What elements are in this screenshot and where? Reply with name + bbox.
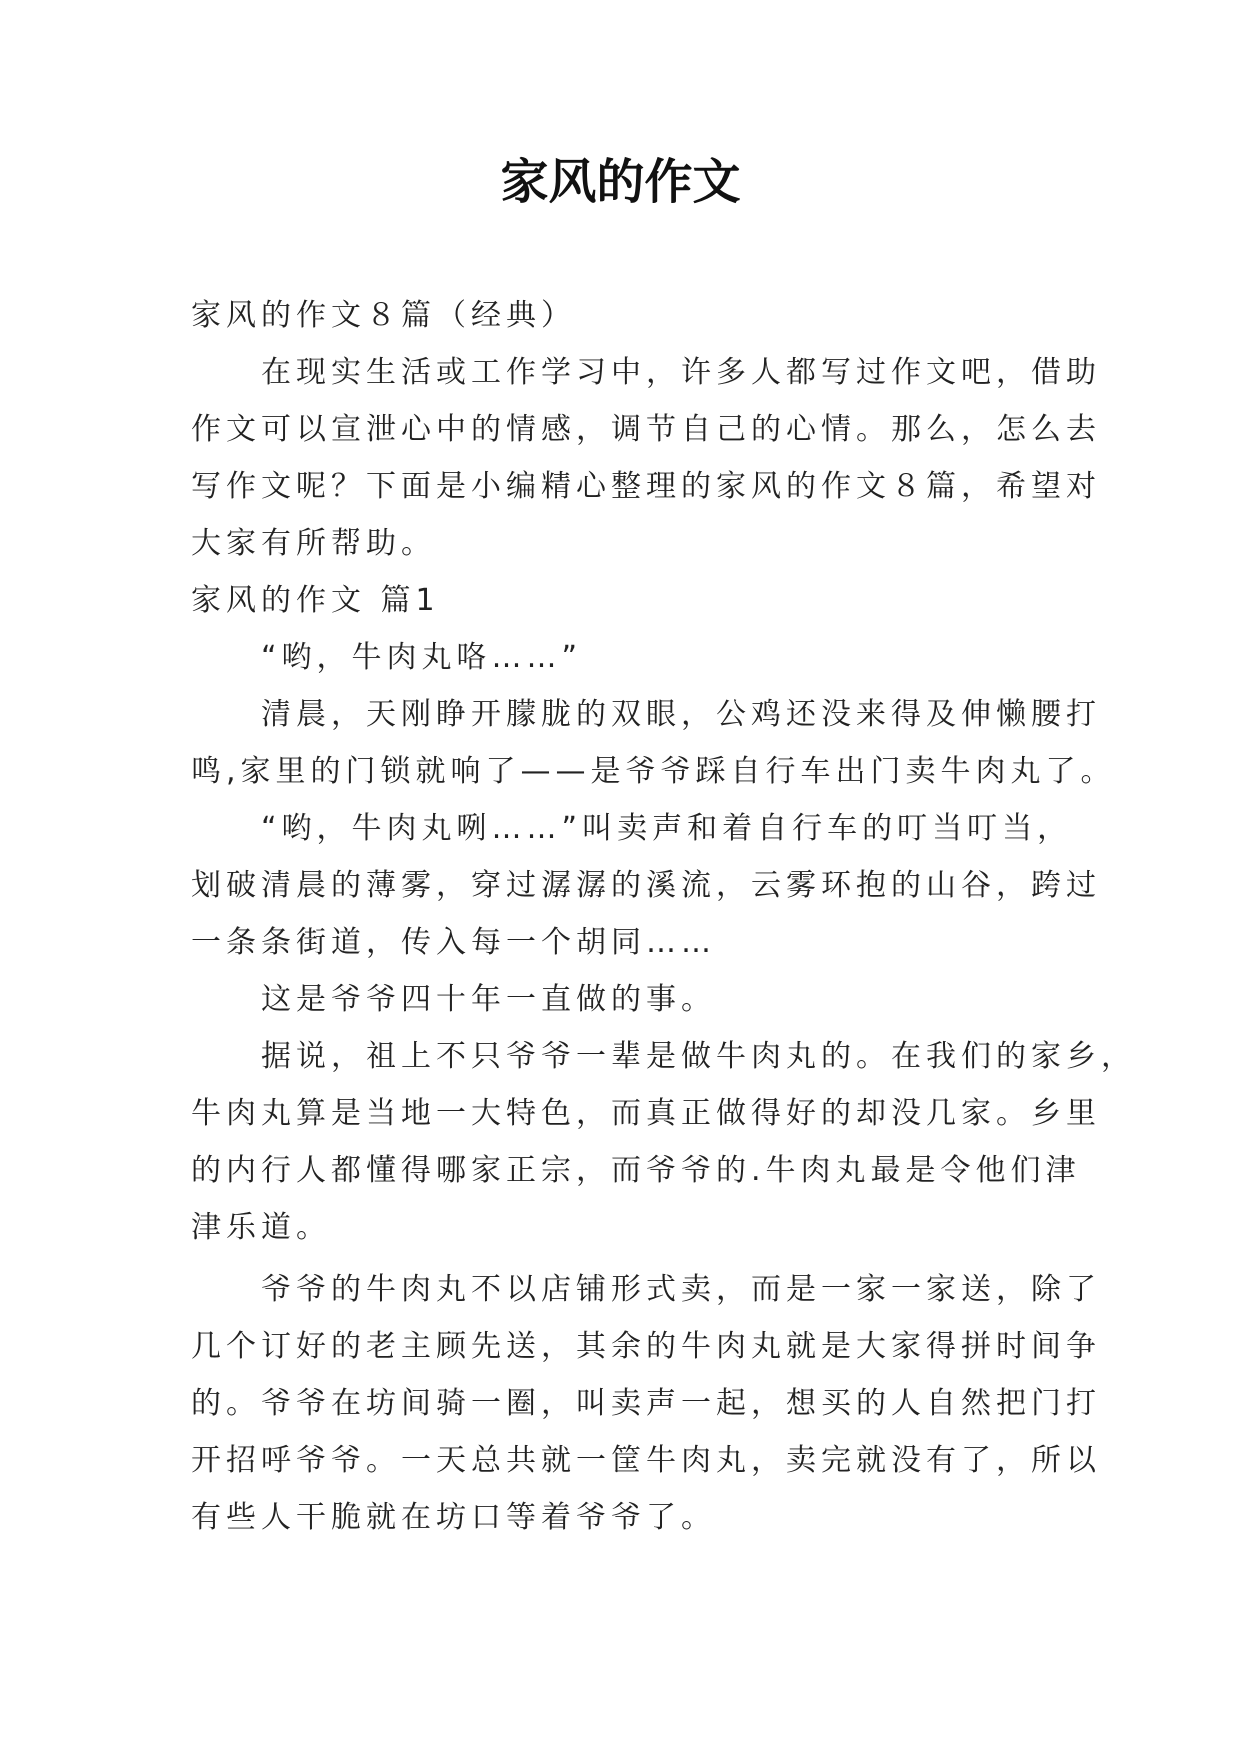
paragraph-line: 鸣,家里的门锁就响了——是爷爷踩自行车出门卖牛肉丸了。 — [191, 754, 1116, 789]
paragraph-line: 作文可以宣泄心中的情感，调节自己的心情。那么，怎么去 — [191, 412, 1101, 447]
paragraph-line: “哟，牛肉丸咧……”叫卖声和着自行车的叮当叮当， — [261, 811, 1073, 846]
paragraph-line: 爷爷的牛肉丸不以店铺形式卖，而是一家一家送，除了 — [261, 1272, 1101, 1307]
paragraph-line: 这是爷爷四十年一直做的事。 — [261, 982, 716, 1017]
paragraph-line: 几个订好的老主顾先送，其余的牛肉丸就是大家得拼时间争 — [191, 1329, 1101, 1364]
document-title: 家风的作文 — [500, 154, 741, 210]
paragraph-line: 的内行人都懂得哪家正宗，而爷爷的.牛肉丸最是令他们津 — [191, 1153, 1081, 1188]
paragraph-line: 有些人干脆就在坊口等着爷爷了。 — [191, 1500, 716, 1535]
paragraph-line: 牛肉丸算是当地一大特色，而真正做得好的却没几家。乡里 — [191, 1096, 1101, 1131]
paragraph-line: 开招呼爷爷。一天总共就一筐牛肉丸，卖完就没有了，所以 — [191, 1443, 1101, 1478]
subtitle-line: 家风的作文８篇（经典） — [191, 298, 576, 333]
paragraph-line: 划破清晨的薄雾，穿过潺潺的溪流，云雾环抱的山谷，跨过 — [191, 868, 1101, 903]
paragraph-line: 在现实生活或工作学习中，许多人都写过作文吧，借助 — [261, 355, 1101, 390]
document-body — [191, 287, 1136, 1546]
section-heading: 家风的作文 篇1 — [191, 583, 440, 618]
paragraph-line: 的。爷爷在坊间骑一圈，叫卖声一起，想买的人自然把门打 — [191, 1386, 1101, 1421]
paragraph-line: 大家有所帮助。 — [191, 526, 436, 561]
paragraph-line: 津乐道。 — [191, 1210, 331, 1245]
paragraph-line: 据说，祖上不只爷爷一辈是做牛肉丸的。在我们的家乡， — [261, 1039, 1136, 1074]
paragraph-line: 一条条街道，传入每一个胡同…… — [191, 925, 716, 960]
paragraph-line: “哟，牛肉丸咯……” — [261, 640, 583, 675]
paragraph-line: 写作文呢？下面是小编精心整理的家风的作文８篇，希望对 — [191, 469, 1101, 504]
paragraph-line: 清晨，天刚睁开朦胧的双眼，公鸡还没来得及伸懒腰打 — [261, 697, 1101, 732]
